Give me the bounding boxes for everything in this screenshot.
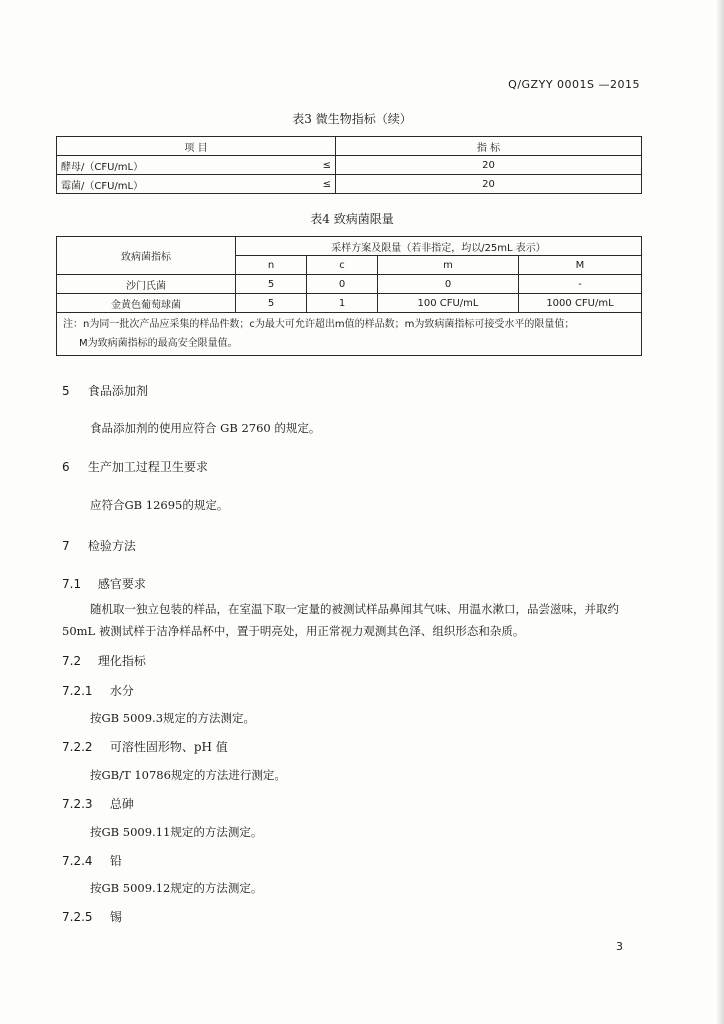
section-7-2-3-heading	[62, 795, 134, 812]
section-7-2-heading	[62, 652, 146, 669]
section-6-text: 应符合GB 12695的规定。	[90, 498, 229, 512]
section-title: 总砷	[109, 797, 134, 811]
table-header-row	[57, 137, 642, 156]
table3-caption: 表3 微生物指标（续）	[292, 112, 412, 126]
note-line-2: M为致病菌指标的最高安全限量值。	[79, 338, 238, 349]
section-title: 检验方法	[87, 539, 136, 553]
section-title: 理化指标	[97, 654, 146, 668]
section-number: 7.2.5	[62, 910, 93, 924]
scan-edge-shadow	[716, 0, 724, 1024]
table3-col-item: 项 目	[57, 137, 336, 156]
row-M: -	[519, 275, 642, 294]
section-number: 7.2	[62, 654, 82, 668]
table4-pathogen-limits	[56, 236, 642, 356]
row-name: 金黄色葡萄球菌	[57, 294, 236, 313]
section-7-2-4-heading	[62, 852, 122, 869]
row-m: 100 CFU/mL	[378, 294, 519, 313]
section-7-2-2-heading	[62, 738, 228, 755]
section-5-text: 食品添加剂的使用应符合 GB 2760 的规定。	[90, 421, 321, 435]
table4-col-indicator: 致病菌指标	[57, 237, 236, 275]
section-number: 7.2.2	[62, 740, 93, 754]
table-header-row	[57, 237, 642, 256]
row-value: 20	[336, 156, 642, 175]
row-op: ≤	[297, 156, 336, 175]
section-7-1-heading	[62, 575, 146, 592]
section-7-2-1-text: 按GB 5009.3规定的方法测定。	[90, 711, 256, 725]
section-title: 水分	[109, 684, 134, 698]
section-title: 铅	[109, 854, 122, 868]
standard-code: Q/GZYY 0001S —2015	[508, 78, 640, 91]
table4-col-plan: 采样方案及限量（若非指定，均以/25mL 表示）	[236, 237, 642, 256]
section-number: 7.2.1	[62, 684, 93, 698]
subheader-m: m	[378, 256, 519, 275]
section-6-heading	[62, 458, 208, 475]
section-7-2-2-text: 按GB/T 10786规定的方法进行测定。	[90, 768, 286, 782]
section-number: 7.2.3	[62, 797, 93, 811]
section-7-2-3-text: 按GB 5009.11规定的方法测定。	[90, 825, 263, 839]
note-line-1: 注：n为同一批次产品应采集的样品件数；c为最大可允许超出m值的样品数；m为致病菌指标可接受水平的限量值；	[63, 319, 575, 330]
row-n: 5	[236, 294, 307, 313]
section-number: 6	[62, 460, 70, 474]
table3-col-index: 指 标	[336, 137, 642, 156]
table4-note	[57, 313, 642, 356]
section-5-heading	[62, 382, 148, 399]
section-number: 7	[62, 539, 70, 553]
row-c: 1	[307, 294, 378, 313]
section-title: 食品添加剂	[87, 384, 148, 398]
row-c: 0	[307, 275, 378, 294]
subheader-M: M	[519, 256, 642, 275]
row-value: 20	[336, 175, 642, 194]
table-note-row	[57, 313, 642, 356]
section-7-2-4-text: 按GB 5009.12规定的方法测定。	[90, 881, 263, 895]
row-item: 酵母/（CFU/mL）	[57, 156, 297, 175]
section-title: 可溶性固形物、pH 值	[109, 740, 228, 754]
table-row	[57, 275, 642, 294]
section-7-2-1-heading	[62, 682, 134, 699]
section-title: 锡	[109, 910, 122, 924]
row-name: 沙门氏菌	[57, 275, 236, 294]
section-title: 感官要求	[97, 577, 146, 591]
row-n: 5	[236, 275, 307, 294]
table-row	[57, 156, 642, 175]
table4-caption: 表4 致病菌限量	[310, 212, 394, 226]
table3-microbial-indicators	[56, 136, 642, 194]
section-number: 7.2.4	[62, 854, 93, 868]
row-M: 1000 CFU/mL	[519, 294, 642, 313]
section-7-heading	[62, 537, 136, 554]
row-m: 0	[378, 275, 519, 294]
section-7-1-text: 随机取一独立包装的样品，在室温下取一定量的被测试样品鼻闻其气味、用温水漱口，品尝滋味，并取约 50mL 被测试样于洁净样品杯中，置于明亮处，用正常视力观测其色泽、组织形态和杂质。	[62, 602, 619, 638]
section-title: 生产加工过程卫生要求	[87, 460, 208, 474]
subheader-n: n	[236, 256, 307, 275]
table-row	[57, 294, 642, 313]
section-number: 5	[62, 384, 70, 398]
subheader-c: c	[307, 256, 378, 275]
section-number: 7.1	[62, 577, 82, 591]
table-row	[57, 175, 642, 194]
section-7-2-5-heading	[62, 908, 122, 925]
row-item: 霉菌/（CFU/mL）	[57, 175, 297, 194]
row-op: ≤	[297, 175, 336, 194]
page-number: 3	[616, 940, 623, 953]
